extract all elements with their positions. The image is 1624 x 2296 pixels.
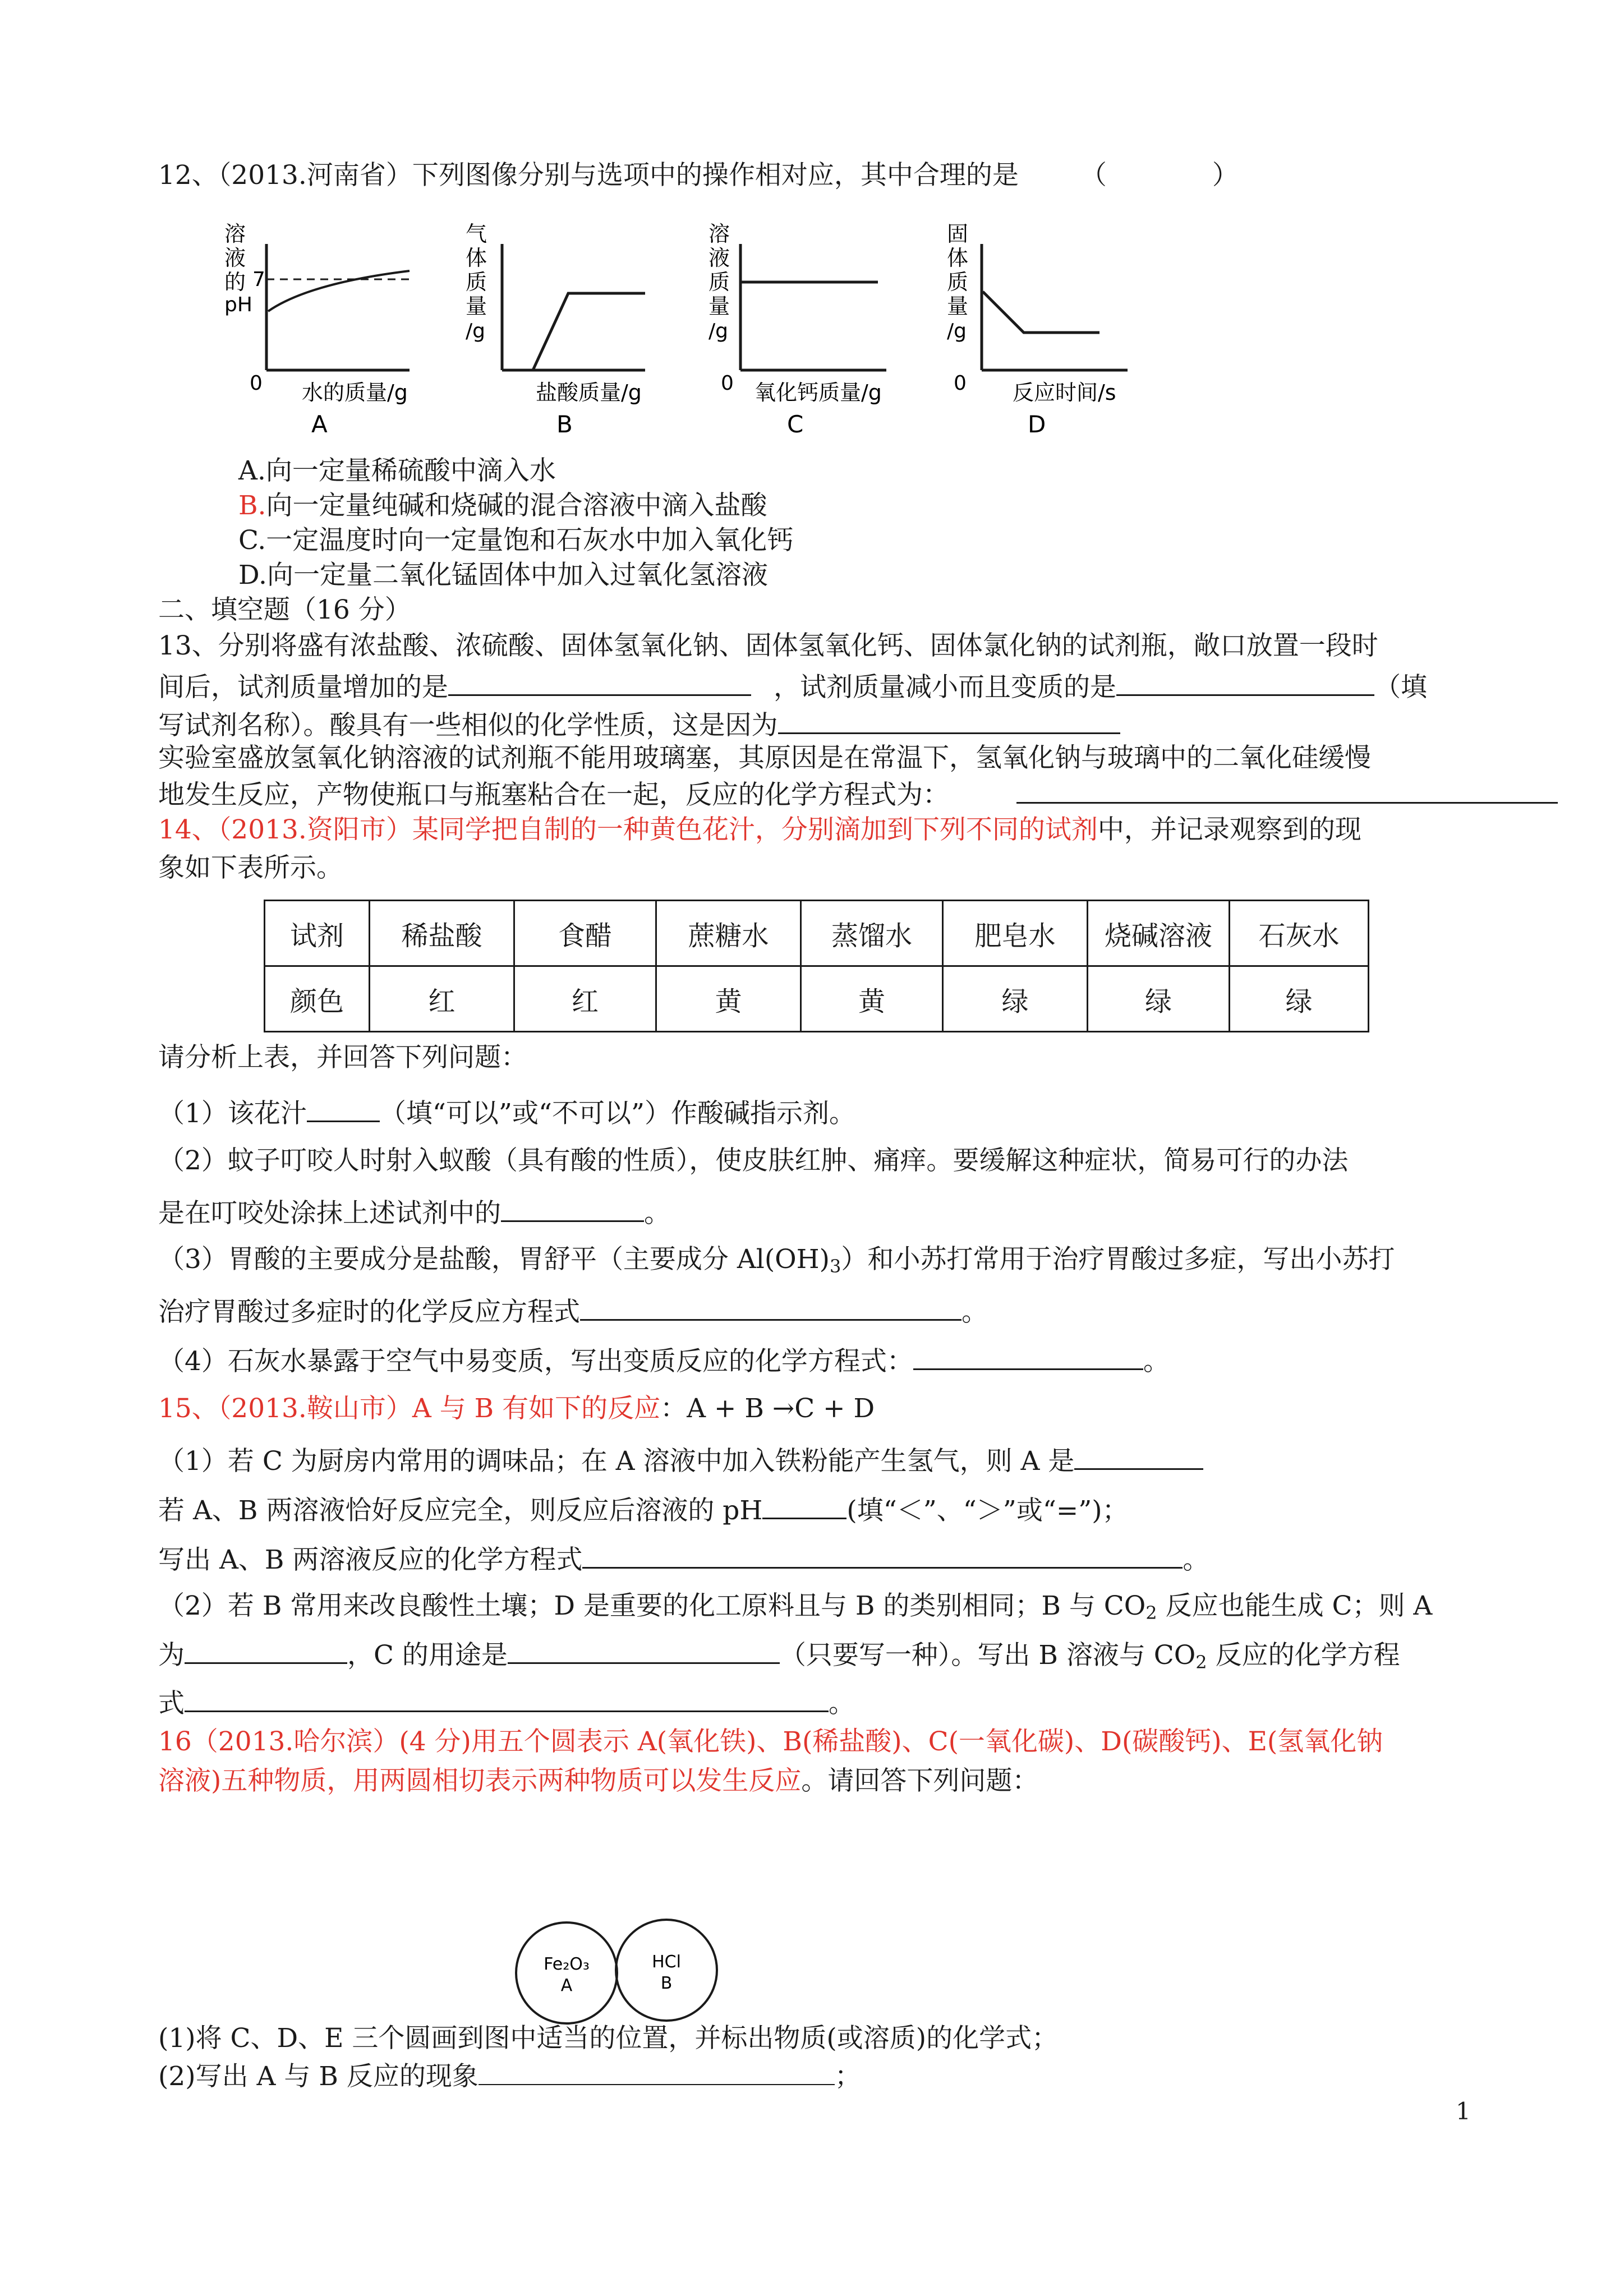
- q13-line-2: 间后，试剂质量增加的是 ，试剂质量减小而且变质的是 （填: [158, 667, 1427, 704]
- table-cell: 颜色: [265, 966, 370, 1032]
- graph-d: [937, 222, 1172, 440]
- graph-c-ylabel-1: 液: [709, 246, 730, 270]
- table-cell: 绿: [943, 966, 1088, 1032]
- answer-blank[interactable]: [479, 2057, 835, 2085]
- answer-blank[interactable]: [307, 1094, 380, 1122]
- answer-blank[interactable]: [1074, 1441, 1203, 1470]
- graph-c-origin: 0: [721, 372, 734, 395]
- q15-sub-2c: 式 。: [158, 1684, 855, 1721]
- graph-d-xlabel: 反应时间/s: [1013, 380, 1116, 405]
- q14-intro: 请分析上表，并回答下列问题：: [158, 1042, 527, 1073]
- graph-d-ylabel-2: 质: [947, 270, 969, 294]
- graph-b-ylabel-1: 体: [466, 246, 487, 270]
- table-row: [265, 901, 1369, 966]
- q15-sub-1a: （1）若 C 为厨房内常用的调味品；在 A 溶液中加入铁粉能产生氢气，则 A 是: [158, 1441, 1203, 1478]
- graph-d-origin: 0: [954, 372, 967, 395]
- graph-a-ylabel-2: 的: [224, 270, 246, 294]
- q14-sub-1: （1）该花汁 （填“可以”或“不可以”）作酸碱指示剂。: [158, 1094, 855, 1131]
- graph-d-svg: [937, 222, 1172, 440]
- answer-blank[interactable]: [501, 1193, 644, 1222]
- q14-sub-4: （4）石灰水暴露于空气中易变质，写出变质反应的化学方程式： 。: [158, 1341, 1170, 1378]
- circle-b-formula: HCl: [652, 1952, 681, 1972]
- graph-c-ylabel-0: 溶: [709, 222, 730, 246]
- table-cell: 蒸馏水: [801, 901, 943, 966]
- q14-line-2: 象如下表所示。: [158, 852, 343, 883]
- graph-d-ylabel-3: 量: [947, 294, 969, 319]
- table-cell: 稀盐酸: [370, 901, 514, 966]
- q14-sub-2a: （2）蚊子叮咬人时射入蚁酸（具有酸的性质），使皮肤红肿、痛痒。要缓解这种症状，简易可行的办法: [158, 1145, 1349, 1176]
- q13-line-4: 实验室盛放氢氧化钠溶液的试剂瓶不能用玻璃塞，其原因是在常温下，氢氧化钠与玻璃中的二氧化硅缓慢: [158, 743, 1371, 773]
- q16-line-2: 溶液)五种物质，用两圆相切表示两种物质可以发生反应。请回答下列问题：: [158, 1765, 1039, 1796]
- graph-a-mark: 7: [252, 268, 265, 291]
- q13-line-3: 写试剂名称）。酸具有一些相似的化学性质，这是因为: [158, 706, 1120, 743]
- graph-c: [698, 222, 934, 440]
- q16-sub-1: (1)将 C、D、E 三个圆画到图中适当的位置，并标出物质(或溶质)的化学式；: [158, 2023, 1059, 2054]
- graph-a-xlabel: 水的质量/g: [302, 380, 408, 405]
- answer-blank[interactable]: [448, 667, 751, 696]
- section-heading: 二、填空题（16 分）: [158, 594, 411, 625]
- graph-a-letter: A: [311, 411, 328, 438]
- q16-line-1: 16（2013.哈尔滨）(4 分)用五个圆表示 A(氧化铁)、B(稀盐酸)、C(一氧化碳)、D(碳酸钙)、E(氢氧化钠: [158, 1726, 1383, 1757]
- table-cell: 石灰水: [1230, 901, 1369, 966]
- q15-sub-2b: 为 ，C 的用途是 （只要写一种）。写出 B 溶液与 $CO_2$ 反应的化学方程: [158, 1635, 1400, 1679]
- table-cell: 绿: [1230, 966, 1369, 1032]
- graph-b-svg: [454, 222, 679, 440]
- q14-sub-3b: 治疗胃酸过多症时的化学反应方程式 。: [158, 1292, 988, 1329]
- answer-blank[interactable]: [778, 706, 1120, 734]
- graph-b-xlabel: 盐酸质量/g: [536, 380, 642, 405]
- graph-c-ylabel-4: /g: [709, 320, 728, 343]
- table-cell: 试剂: [265, 901, 370, 966]
- circle-diagram-svg: [508, 1918, 732, 2030]
- graph-c-svg: [698, 222, 934, 440]
- graph-d-ylabel-0: 固: [947, 222, 969, 246]
- graph-d-ylabel-4: /g: [947, 320, 967, 343]
- graph-d-ylabel-1: 体: [947, 246, 969, 270]
- table-cell: 烧碱溶液: [1088, 901, 1230, 966]
- circle-b-letter: B: [660, 1974, 673, 1993]
- answer-blank[interactable]: [185, 1684, 829, 1712]
- option-d: D.向一定量二氧化锰固体中加入过氧化氢溶液: [238, 560, 768, 591]
- table-row: [265, 966, 1369, 1032]
- table-cell: 红: [514, 966, 656, 1032]
- answer-blank[interactable]: [762, 1491, 846, 1519]
- answer-blank[interactable]: [1016, 775, 1558, 804]
- graph-c-letter: C: [787, 411, 804, 438]
- q15-sub-1c: 写出 A、B 两溶液反应的化学方程式 。: [158, 1540, 1209, 1577]
- graph-d-letter: D: [1028, 411, 1046, 438]
- graph-b-letter: B: [556, 411, 573, 438]
- table-cell: 黄: [656, 966, 801, 1032]
- answer-blank[interactable]: [913, 1341, 1143, 1370]
- graph-a-svg: [219, 222, 443, 440]
- option-c: C.一定温度时向一定量饱和石灰水中加入氧化钙: [238, 525, 794, 556]
- graph-a-origin: 0: [250, 372, 263, 395]
- circle-a-formula: Fe₂O₃: [544, 1954, 590, 1974]
- page-number: 1: [1456, 2097, 1471, 2125]
- table-cell: 肥皂水: [943, 901, 1088, 966]
- circle-a-letter: A: [560, 1976, 573, 1995]
- table-cell: 黄: [801, 966, 943, 1032]
- answer-blank[interactable]: [185, 1635, 347, 1664]
- circle-diagram: [508, 1918, 732, 2030]
- graph-c-ylabel-3: 量: [709, 294, 730, 319]
- q14-line-1: 14、（2013.资阳市）某同学把自制的一种黄色花汁，分别滴加到下列不同的试剂中，并记录观察到的现: [158, 814, 1361, 845]
- q15-sub-1b: 若 A、B 两溶液恰好反应完全，则反应后溶液的 pH (填“＜”、“＞”或“=”)；: [158, 1491, 1129, 1528]
- graph-a-ylabel-0: 溶: [224, 222, 246, 246]
- table-cell: 蔗糖水: [656, 901, 801, 966]
- answer-blank[interactable]: [1116, 667, 1374, 696]
- q15-sub-2a: （2）若 B 常用来改良酸性土壤；D 是重要的化工原料且与 B 的类别相同；B 与 $CO_2$ 反应也能生成 C；则 A: [158, 1590, 1433, 1624]
- answer-blank[interactable]: [582, 1540, 1183, 1569]
- table-cell: 红: [370, 966, 514, 1032]
- graph-b-ylabel-3: 量: [466, 294, 487, 319]
- answer-blank[interactable]: [580, 1292, 961, 1321]
- graph-a-ylabel-1: 液: [224, 246, 246, 270]
- graph-b-ylabel-2: 质: [466, 270, 487, 294]
- reagent-table: [264, 900, 1369, 1032]
- q15-head: 15、（2013.鞍山市）A 与 B 有如下的反应：A + B →C + D: [158, 1393, 875, 1424]
- option-b: B.向一定量纯碱和烧碱的混合溶液中滴入盐酸: [238, 490, 767, 521]
- graph-c-xlabel: 氧化钙质量/g: [755, 380, 882, 405]
- answer-blank[interactable]: [508, 1635, 780, 1664]
- graph-c-ylabel-2: 质: [709, 270, 730, 294]
- graph-a: [219, 222, 443, 440]
- q13-line-1: 13、分别将盛有浓盐酸、浓硫酸、固体氢氧化钠、固体氢氧化钙、固体氯化钠的试剂瓶，敞口放置一段时: [158, 630, 1378, 661]
- graph-b-ylabel-4: /g: [466, 320, 485, 343]
- table-cell: 绿: [1088, 966, 1230, 1032]
- graph-b-ylabel-0: 气: [466, 222, 487, 246]
- table-cell: 食醋: [514, 901, 656, 966]
- graph-b: [454, 222, 679, 440]
- q12-stem: 12、（2013.河南省）下列图像分别与选项中的操作相对应，其中合理的是 （ ）: [158, 160, 1239, 191]
- q16-sub-2: (2)写出 A 与 B 反应的现象 ；: [158, 2057, 861, 2094]
- graph-a-ylabel-3: pH: [224, 293, 252, 316]
- q14-sub-3a: （3）胃酸的主要成分是盐酸，胃舒平（主要成分 $Al(OH)_3$）和小苏打常用于治疗胃酸过多症，写出小苏打: [158, 1244, 1395, 1277]
- q14-sub-2b: 是在叮咬处涂抹上述试剂中的 。: [158, 1193, 670, 1230]
- q13-line-5: 地发生反应，产物使瓶口与瓶塞粘合在一起，反应的化学方程式为：: [158, 775, 1558, 812]
- option-a: A.向一定量稀硫酸中滴入水: [238, 455, 556, 486]
